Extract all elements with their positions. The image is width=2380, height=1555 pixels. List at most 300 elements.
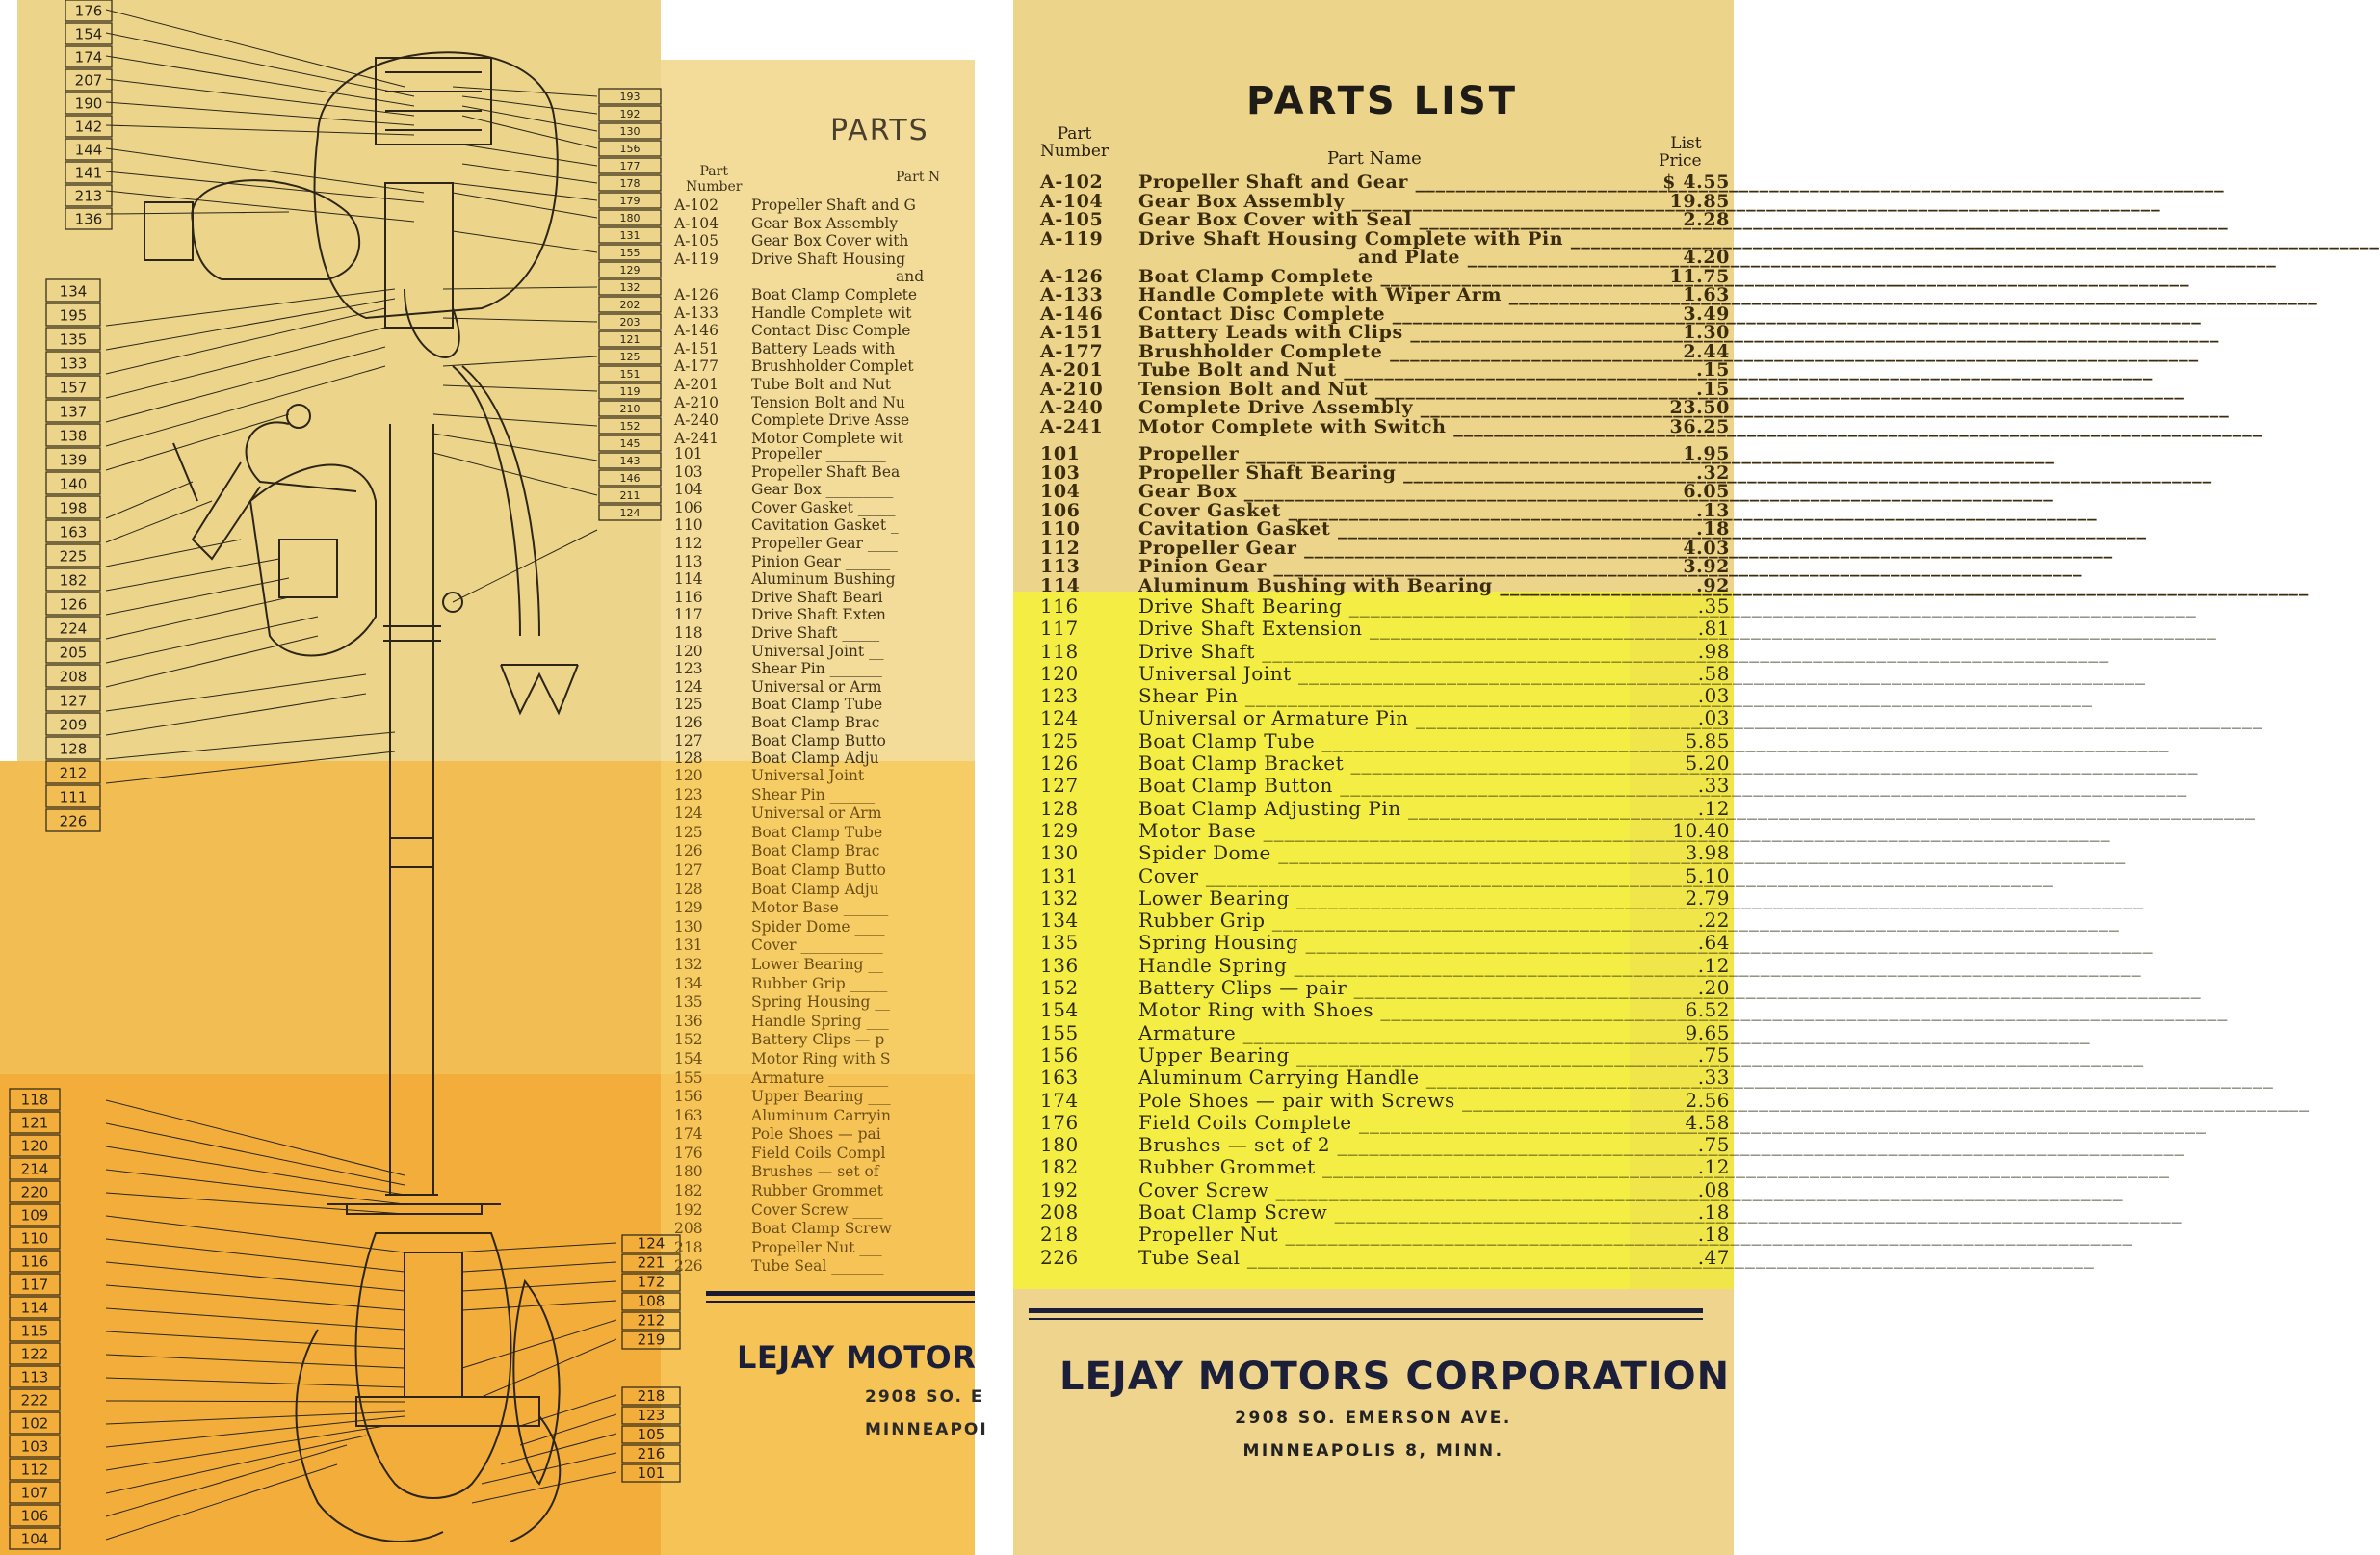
table-row (1040, 286, 1734, 305)
part-number: 128 (1040, 796, 1079, 820)
part-name: Boat Clamp Button _____ (1138, 775, 1657, 797)
part-number: 118 (1040, 639, 1079, 663)
part-name: Rubber Grip _____ (751, 974, 888, 992)
callout-label: 111 (59, 788, 88, 806)
part-name: Pinion Gear _____ (1138, 558, 1657, 577)
part-number: 125 (674, 696, 703, 714)
part-name: Shear Pin ______ (751, 785, 876, 804)
part-number: 101 (1040, 443, 1081, 464)
part-number: 129 (674, 899, 703, 917)
part-name: Drive Shaft Housing (751, 250, 906, 268)
part-number: 127 (1040, 774, 1079, 798)
company-name: LEJAY MOTORS CORPORATION (1059, 1355, 1731, 1399)
part-name: Spring Housing _____ (1138, 932, 1657, 954)
part-name: Motor Base _____ (1138, 820, 1657, 842)
part-name-header: Part N (896, 170, 941, 185)
part-number: 110 (1040, 518, 1081, 540)
callout-label: 130 (619, 125, 641, 138)
part-name: Boat Clamp Complete _____ (1138, 268, 1657, 287)
part-number: 154 (1040, 998, 1079, 1022)
part-name: Propeller Gear ____ (751, 534, 898, 552)
left-folded-sheet (0, 0, 988, 1555)
callout-label: 139 (59, 451, 88, 469)
part-number: 155 (674, 1068, 703, 1087)
part-number: A-201 (674, 375, 719, 393)
callout-label: 146 (619, 472, 641, 485)
table-row (1040, 1112, 1734, 1134)
part-name: Propeller Nut _____ (1138, 1224, 1657, 1246)
part-number: A-119 (1040, 227, 1104, 250)
part-number: 226 (674, 1257, 703, 1276)
part-number: 117 (1040, 617, 1079, 641)
right-parts-list-sheet (1013, 0, 1734, 1555)
callout-label: 112 (20, 1461, 49, 1479)
part-name: Field Coils Compl (751, 1144, 886, 1162)
part-number: A-240 (674, 411, 719, 430)
part-number: 112 (674, 534, 703, 552)
callout-label: 156 (619, 143, 641, 155)
part-number: A-102 (674, 197, 719, 214)
part-name: Cavitation Gasket _ (751, 516, 899, 535)
callout-label: 104 (20, 1530, 49, 1548)
address-line-1: 2908 SO. EMERSON AVE. (1235, 1409, 1512, 1428)
list-price: 9.65 (1685, 1020, 1730, 1044)
table-row (1040, 977, 1734, 999)
part-name: Drive Shaft _____ (751, 623, 880, 642)
part-number: 128 (674, 880, 703, 898)
callout-label: 109 (20, 1206, 49, 1225)
part-name: Complete Drive Assembly _____ (1138, 399, 1657, 418)
part-number: 156 (1040, 1042, 1079, 1067)
part-number: 130 (1040, 841, 1079, 865)
callout-label: 124 (619, 507, 641, 519)
table-row (1040, 1134, 1734, 1156)
list-price: .03 (1697, 684, 1730, 708)
part-name: and (896, 268, 925, 286)
address-line-1: 2908 SO. E (865, 1387, 984, 1407)
list-price: 5.20 (1685, 751, 1730, 776)
part-name: Motor Base ______ (751, 899, 889, 917)
callout-label: 226 (59, 812, 88, 830)
list-price: .33 (1697, 1066, 1730, 1090)
part-number: 136 (1040, 953, 1079, 977)
list-price: .58 (1697, 661, 1730, 685)
part-name: Gear Box Assembly (751, 214, 899, 232)
left-footer-clip (0, 0, 988, 1555)
part-number: 101 (674, 445, 703, 462)
list-price: 2.79 (1685, 885, 1730, 909)
part-number: 131 (674, 936, 703, 955)
list-price: 6.52 (1685, 998, 1730, 1022)
part-name: Drive Shaft Bearing _____ (1138, 595, 1657, 618)
callout-label: 131 (619, 229, 641, 242)
part-name: Armature ________ (751, 1068, 889, 1087)
part-name: Boat Clamp Tube (751, 696, 883, 714)
part-number: 123 (674, 785, 703, 804)
part-name: Motor Complete with Switch _____ (1138, 418, 1657, 437)
part-name: Upper Bearing _____ (1138, 1044, 1657, 1067)
part-number: 134 (674, 974, 703, 992)
part-number: 176 (1040, 1110, 1079, 1134)
part-number: A-133 (1040, 284, 1104, 305)
callout-label: 216 (637, 1445, 666, 1463)
part-name: Cover ___________ (751, 936, 883, 955)
part-name: Drive Shaft _____ (1138, 641, 1657, 663)
part-number: 182 (674, 1182, 703, 1200)
callout-label: 140 (59, 475, 88, 493)
callout-label: 198 (59, 499, 88, 517)
callout-label: 212 (637, 1311, 666, 1330)
callout-label: 207 (74, 71, 103, 90)
part-name: Brushholder Complete _____ (1138, 343, 1657, 362)
table-row (1040, 1044, 1734, 1067)
table-row (1040, 730, 1734, 752)
part-name: Contact Disc Comple (751, 322, 911, 340)
table-row (1040, 798, 1734, 820)
part-name: Armature _____ (1138, 1022, 1657, 1044)
part-name: Lower Bearing __ (751, 955, 883, 973)
part-name: Boat Clamp Screw (751, 1220, 892, 1238)
part-name: Gear Box Cover with (751, 232, 909, 250)
callout-label: 203 (619, 316, 641, 329)
part-name: Universal Joint (751, 767, 865, 784)
part-name: Boat Clamp Tube _____ (1138, 730, 1657, 752)
callout-label: 151 (619, 368, 641, 381)
callout-label: 124 (637, 1234, 666, 1252)
callout-label: 213 (74, 187, 103, 205)
part-name: Propeller Shaft and Gear _____ (1138, 173, 1657, 193)
part-number: 106 (674, 498, 703, 516)
part-number: 182 (1040, 1155, 1079, 1179)
part-name: Gear Box Assembly _____ (1138, 193, 1657, 212)
callout-label: 157 (59, 379, 88, 397)
part-name: Rubber Grommet _____ (1138, 1156, 1657, 1178)
table-row (1040, 752, 1734, 775)
part-name: Contact Disc Complete _____ (1138, 305, 1657, 325)
part-number: 129 (1040, 818, 1079, 842)
list-price: .33 (1697, 774, 1730, 798)
list-price: .18 (1697, 1223, 1730, 1247)
list-price: .08 (1697, 1177, 1730, 1201)
callout-label: 202 (619, 299, 641, 311)
part-name: Universal or Armature Pin _____ (1138, 707, 1657, 729)
part-number: 103 (1040, 461, 1081, 484)
part-number: 113 (674, 552, 703, 570)
parts-list-bottom (1040, 595, 1734, 1269)
part-name: Boat Clamp Butto (751, 731, 886, 750)
callout-label: 174 (74, 48, 103, 66)
callout-label: 135 (59, 330, 88, 349)
part-number: 127 (674, 860, 703, 879)
part-name: Drive Shaft Beari (751, 588, 883, 606)
part-name: Universal or Arm (751, 677, 882, 696)
part-name: Tension Bolt and Nu (751, 393, 905, 411)
part-name: Battery Leads with Clips _____ (1138, 324, 1657, 343)
table-row (1040, 574, 1734, 596)
table-row (1040, 932, 1734, 954)
part-name: Cover _____ (1138, 865, 1657, 887)
part-number: 134 (1040, 909, 1079, 933)
part-number: A-210 (674, 393, 719, 411)
callout-label: 145 (619, 437, 641, 450)
table-row (1040, 483, 1734, 502)
page-title: PARTS LIST (1246, 79, 1519, 123)
header-number: Number (1040, 142, 1110, 161)
part-name: Pole Shoes — pair with Screws _____ (1138, 1090, 1657, 1112)
table-row (1040, 1022, 1734, 1044)
part-number: 192 (674, 1200, 703, 1219)
part-name: Gear Box _____ (1138, 483, 1657, 502)
part-name: Brushholder Complet (751, 357, 914, 376)
part-name: Upper Bearing ___ (751, 1088, 891, 1106)
list-price: 4.58 (1685, 1110, 1730, 1134)
callout-label: 141 (74, 164, 103, 182)
part-number: 126 (674, 842, 703, 860)
callout-label: 107 (20, 1484, 49, 1502)
part-number: A-104 (674, 214, 719, 232)
part-name: Propeller ________ (751, 445, 886, 462)
list-price: .75 (1697, 1133, 1730, 1157)
part-name: Battery Clips — pair _____ (1138, 977, 1657, 999)
part-number: 123 (674, 660, 703, 678)
callout-label: 127 (59, 692, 88, 710)
table-row (1040, 1067, 1734, 1089)
part-number: A-210 (1040, 378, 1104, 400)
table-row (1040, 865, 1734, 887)
part-number: A-119 (674, 250, 719, 268)
header-price: Price (1659, 151, 1702, 171)
part-number: A-177 (674, 357, 719, 376)
header-list: List (1670, 134, 1702, 153)
part-name: Complete Drive Asse (751, 411, 910, 430)
list-price: .64 (1697, 931, 1730, 955)
part-number: 135 (1040, 931, 1079, 955)
part-number: 192 (1040, 1177, 1079, 1201)
callout-label: 224 (59, 619, 88, 638)
part-number: 180 (674, 1163, 703, 1181)
callout-label: 136 (74, 210, 103, 228)
part-number: 218 (674, 1238, 703, 1256)
list-price: 4.20 (1683, 247, 1730, 268)
part-number: 163 (674, 1106, 703, 1124)
left-sheet-title: PARTS (830, 114, 929, 147)
part-number: A-146 (674, 322, 719, 340)
part-name: Lower Bearing _____ (1138, 887, 1657, 909)
list-price: .12 (1697, 1155, 1730, 1179)
part-number: 125 (1040, 728, 1079, 752)
callout-label: 144 (74, 141, 103, 159)
part-name: Boat Clamp Adju (751, 750, 879, 768)
part-name: Gear Box Cover with Seal _____ (1138, 211, 1657, 230)
list-price: .20 (1697, 976, 1730, 1000)
part-name: Tension Bolt and Nut _____ (1138, 381, 1657, 400)
part-number: 132 (1040, 885, 1079, 909)
callout-label: 143 (619, 455, 641, 467)
callout-label: 219 (637, 1331, 666, 1349)
callout-label: 102 (20, 1414, 49, 1433)
callout-label: 155 (619, 247, 641, 259)
part-number: 114 (1040, 574, 1081, 596)
list-price: 5.10 (1685, 863, 1730, 887)
list-price: 36.25 (1669, 415, 1730, 437)
callout-label: 218 (637, 1387, 666, 1405)
list-price: .98 (1697, 639, 1730, 663)
callout-label: 180 (619, 212, 641, 224)
part-number: 131 (1040, 863, 1079, 887)
part-number: 156 (674, 1088, 703, 1106)
part-number: 116 (674, 588, 703, 606)
part-name: Cover Screw ____ (751, 1200, 883, 1219)
part-number: A-104 (1040, 190, 1104, 212)
address-line-2: MINNEAPOI (865, 1420, 988, 1439)
part-name: Handle Spring _____ (1138, 955, 1657, 977)
part-number: 218 (1040, 1223, 1079, 1247)
table-row (1040, 399, 1734, 418)
part-name: Boat Clamp Adjusting Pin _____ (1138, 798, 1657, 820)
callout-label: 142 (74, 118, 103, 136)
callout-label: 208 (59, 668, 88, 686)
part-name: Spider Dome _____ (1138, 842, 1657, 864)
callout-label: 154 (74, 25, 103, 43)
list-price: 3.49 (1683, 303, 1730, 325)
list-price: .81 (1697, 617, 1730, 641)
part-number: 114 (674, 570, 703, 589)
part-name: Universal Joint __ (751, 642, 884, 660)
callout-label: 210 (619, 403, 641, 415)
part-number: 116 (1040, 594, 1079, 618)
part-number: A-240 (1040, 397, 1104, 418)
callout-label: 195 (59, 306, 88, 325)
table-row (1040, 445, 1734, 464)
part-number: 155 (1040, 1020, 1079, 1044)
part-number: 104 (1040, 481, 1081, 502)
part-name: Boat Clamp Butto (751, 860, 886, 879)
part-name: Handle Complete with Wiper Arm _____ (1138, 286, 1657, 305)
callout-label: 133 (59, 355, 88, 373)
address-line-2: MINNEAPOLIS 8, MINN. (1242, 1441, 1504, 1461)
callout-label: 116 (20, 1252, 49, 1271)
part-number: 208 (674, 1220, 703, 1238)
list-price: $ 4.55 (1662, 171, 1730, 193)
part-number: 226 (1040, 1245, 1079, 1269)
callout-label: 220 (20, 1183, 49, 1201)
table-row (1040, 909, 1734, 932)
part-number: 154 (674, 1049, 703, 1067)
part-name-header: Part Name (1327, 148, 1422, 169)
callout-label: 114 (20, 1299, 49, 1317)
callout-label: 138 (59, 427, 88, 445)
part-name: Cover Gasket _____ (751, 498, 896, 516)
part-number-header (1040, 125, 1109, 160)
table-row (1040, 663, 1734, 685)
part-number: A-102 (1040, 171, 1104, 193)
part-name: Field Coils Complete _____ (1138, 1112, 1657, 1134)
list-price: 5.85 (1685, 728, 1730, 752)
part-name: Drive Shaft Housing Complete with Pin _____ (1138, 230, 1657, 250)
part-number: A-151 (1040, 322, 1104, 343)
part-number: 126 (1040, 751, 1079, 776)
callout-label: 134 (59, 282, 88, 301)
table-row (1040, 1201, 1734, 1224)
table-row (1040, 249, 1734, 268)
part-number: A-241 (674, 429, 719, 447)
list-price: 1.95 (1683, 443, 1730, 464)
part-number: A-133 (674, 303, 719, 322)
part-name: Tube Seal _____ (1138, 1247, 1657, 1269)
callout-label: 152 (619, 420, 641, 433)
part-name: Propeller Shaft Bearing _____ (1138, 464, 1657, 484)
part-number: 123 (1040, 684, 1079, 708)
divider-rule (1029, 1318, 1703, 1320)
list-price: .35 (1697, 594, 1730, 618)
header-part: Part (699, 164, 728, 179)
part-name: Motor Ring with Shoes _____ (1138, 999, 1657, 1021)
part-name: Aluminum Carrying Handle _____ (1138, 1067, 1657, 1089)
callout-label: 120 (20, 1137, 49, 1155)
list-price: .03 (1697, 706, 1730, 730)
callout-label: 128 (59, 740, 88, 758)
part-name: Cavitation Gasket _____ (1138, 520, 1657, 540)
callout-label: 212 (59, 764, 88, 782)
callout-label: 172 (637, 1273, 666, 1291)
list-price: 3.92 (1683, 556, 1730, 577)
part-number: 113 (1040, 556, 1081, 577)
part-name: Drive Shaft Exten (751, 606, 886, 624)
table-row (1040, 1247, 1734, 1269)
list-price: .12 (1697, 796, 1730, 820)
part-name: Motor Ring with S (751, 1049, 891, 1067)
part-number: 112 (1040, 537, 1081, 559)
table-row (1040, 1224, 1734, 1246)
part-number: 120 (674, 767, 703, 784)
part-name: Tube Seal _______ (751, 1257, 884, 1276)
part-number: 136 (674, 1012, 703, 1030)
part-name: Handle Spring ___ (751, 1012, 889, 1030)
part-name: Universal Joint _____ (1138, 663, 1657, 685)
table-row (1040, 999, 1734, 1021)
part-number: A-146 (1040, 303, 1104, 325)
table-row (1040, 520, 1734, 540)
callout-label: 132 (619, 281, 641, 294)
part-number: 103 (674, 462, 703, 481)
part-name: Aluminum Carryin (751, 1106, 891, 1124)
company-name: LEJAY MOTOR (737, 1339, 977, 1376)
part-name: Boat Clamp Screw _____ (1138, 1201, 1657, 1224)
part-number: A-151 (674, 339, 719, 357)
part-number: 125 (674, 823, 703, 841)
part-number: 124 (674, 804, 703, 823)
callout-label: 121 (619, 333, 641, 346)
callout-label: 178 (619, 177, 641, 190)
table-row (1040, 173, 1734, 193)
table-row (1040, 1156, 1734, 1178)
list-price: .75 (1697, 1042, 1730, 1067)
callout-label: 126 (59, 595, 88, 614)
list-price: .12 (1697, 953, 1730, 977)
table-row (1040, 558, 1734, 577)
part-number: 180 (1040, 1133, 1079, 1157)
part-number: 152 (674, 1031, 703, 1049)
list-price: .13 (1696, 499, 1730, 521)
list-price: 19.85 (1669, 190, 1730, 212)
part-name: Handle Complete wit (751, 303, 912, 322)
part-name: Universal or Arm (751, 804, 882, 823)
part-number: 128 (674, 750, 703, 768)
callout-label: 225 (59, 547, 88, 566)
table-row (1040, 415, 1734, 437)
part-name: Boat Clamp Brac (751, 713, 880, 731)
part-name: Propeller _____ (1138, 445, 1657, 464)
